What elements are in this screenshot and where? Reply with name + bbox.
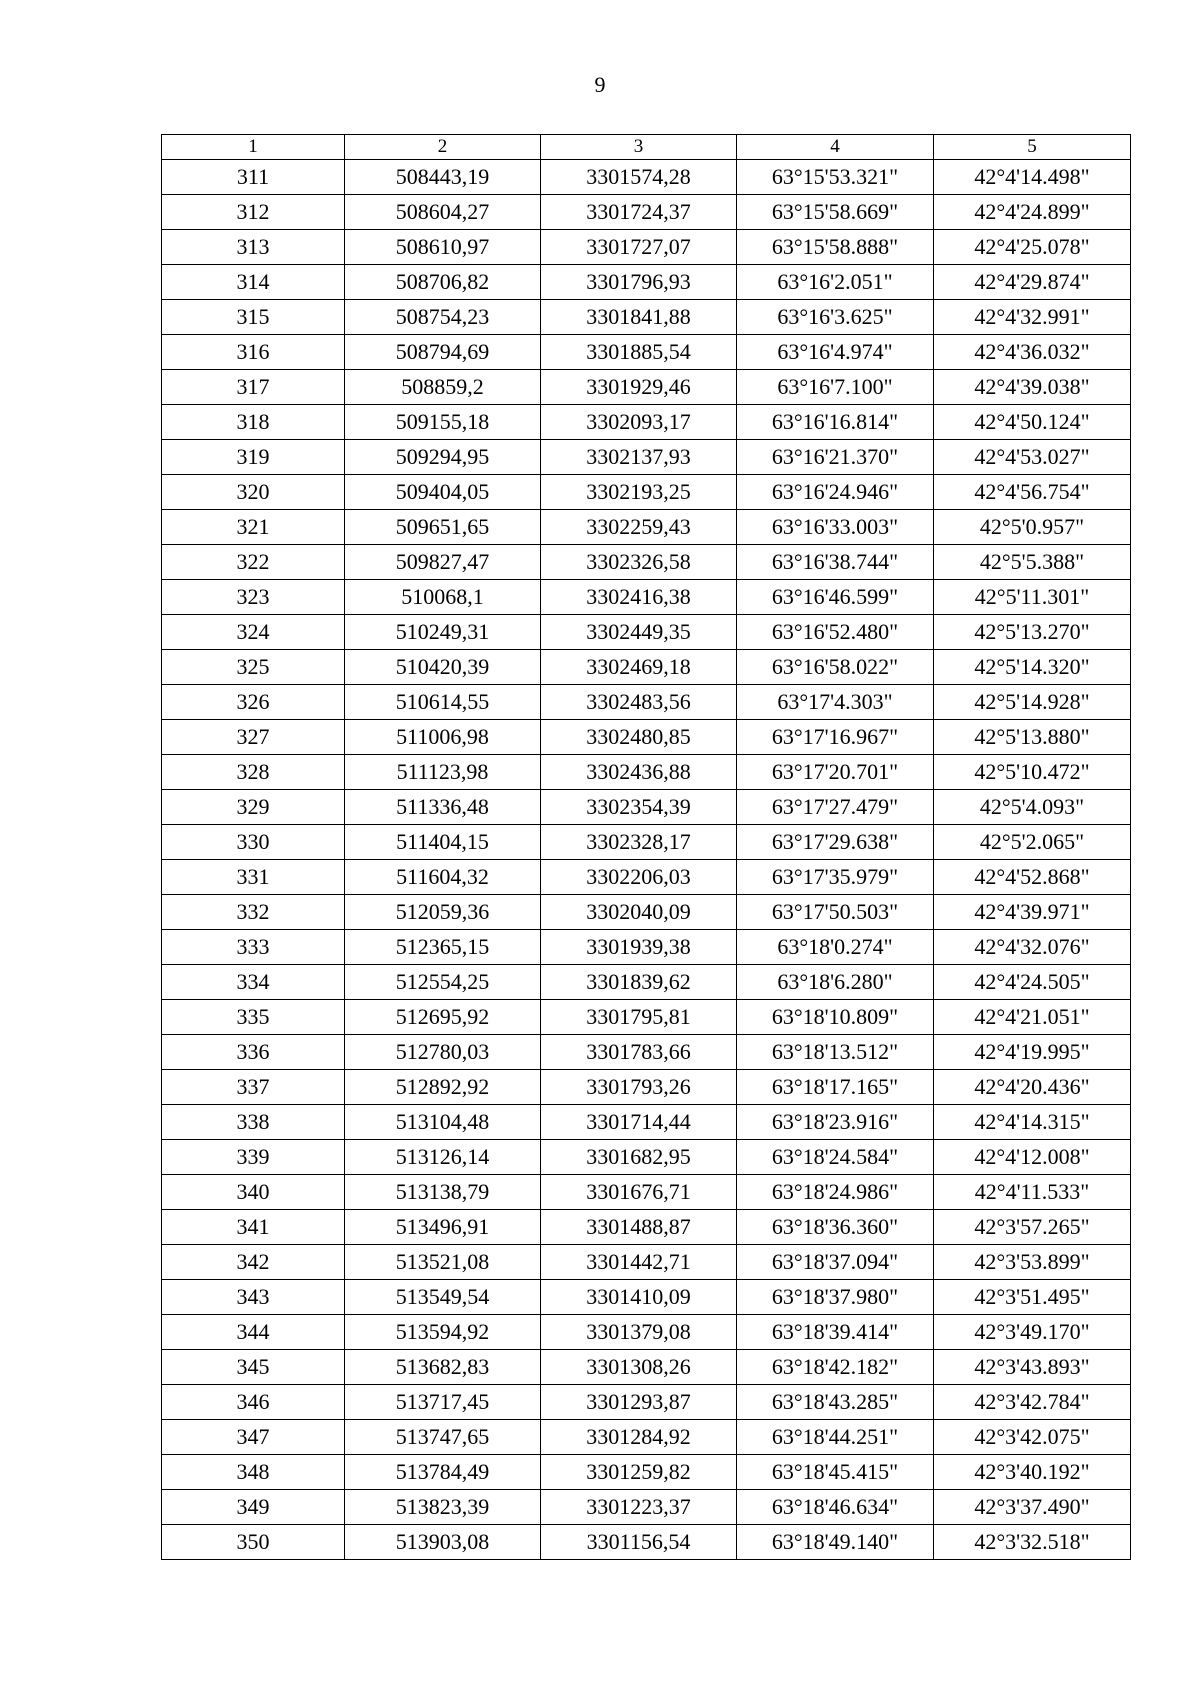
table-row bbox=[162, 160, 1131, 195]
coord-x-cell: 513682,83 bbox=[345, 1350, 541, 1385]
table-row bbox=[162, 1140, 1131, 1175]
coord-y-cell: 3302436,88 bbox=[541, 755, 737, 790]
point-number-cell: 323 bbox=[162, 580, 345, 615]
point-number-cell: 349 bbox=[162, 1490, 345, 1525]
latitude-cell: 42°5'0.957" bbox=[934, 510, 1131, 545]
coord-y-cell: 3302480,85 bbox=[541, 720, 737, 755]
latitude-cell: 42°4'24.899" bbox=[934, 195, 1131, 230]
coord-y-cell: 3301410,09 bbox=[541, 1280, 737, 1315]
column-header-2: 2 bbox=[345, 135, 541, 160]
latitude-cell: 42°3'43.893" bbox=[934, 1350, 1131, 1385]
coordinates-table bbox=[161, 134, 1131, 1560]
point-number-cell: 321 bbox=[162, 510, 345, 545]
latitude-cell: 42°4'20.436" bbox=[934, 1070, 1131, 1105]
table-row bbox=[162, 440, 1131, 475]
coord-y-cell: 3301682,95 bbox=[541, 1140, 737, 1175]
coord-x-cell: 512554,25 bbox=[345, 965, 541, 1000]
coord-x-cell: 509651,65 bbox=[345, 510, 541, 545]
coord-y-cell: 3301156,54 bbox=[541, 1525, 737, 1560]
latitude-cell: 42°4'21.051" bbox=[934, 1000, 1131, 1035]
longitude-cell: 63°16'21.370" bbox=[737, 440, 934, 475]
longitude-cell: 63°18'0.274" bbox=[737, 930, 934, 965]
table-row bbox=[162, 615, 1131, 650]
coord-x-cell: 510068,1 bbox=[345, 580, 541, 615]
longitude-cell: 63°15'58.669" bbox=[737, 195, 934, 230]
longitude-cell: 63°16'58.022" bbox=[737, 650, 934, 685]
table-row bbox=[162, 230, 1131, 265]
coord-y-cell: 3301796,93 bbox=[541, 265, 737, 300]
latitude-cell: 42°5'5.388" bbox=[934, 545, 1131, 580]
point-number-cell: 333 bbox=[162, 930, 345, 965]
latitude-cell: 42°3'42.784" bbox=[934, 1385, 1131, 1420]
coord-x-cell: 513594,92 bbox=[345, 1315, 541, 1350]
page-number: 9 bbox=[594, 72, 606, 97]
latitude-cell: 42°3'40.192" bbox=[934, 1455, 1131, 1490]
coord-x-cell: 511404,15 bbox=[345, 825, 541, 860]
longitude-cell: 63°17'50.503" bbox=[737, 895, 934, 930]
coord-x-cell: 512059,36 bbox=[345, 895, 541, 930]
point-number-cell: 337 bbox=[162, 1070, 345, 1105]
latitude-cell: 42°4'32.076" bbox=[934, 930, 1131, 965]
coord-x-cell: 508754,23 bbox=[345, 300, 541, 335]
longitude-cell: 63°16'38.744" bbox=[737, 545, 934, 580]
coord-x-cell: 508443,19 bbox=[345, 160, 541, 195]
table-row bbox=[162, 195, 1131, 230]
table-row bbox=[162, 370, 1131, 405]
point-number-cell: 317 bbox=[162, 370, 345, 405]
coord-x-cell: 509404,05 bbox=[345, 475, 541, 510]
table-row bbox=[162, 755, 1131, 790]
latitude-cell: 42°4'25.078" bbox=[934, 230, 1131, 265]
coord-x-cell: 511006,98 bbox=[345, 720, 541, 755]
table-row bbox=[162, 1210, 1131, 1245]
table-row bbox=[162, 790, 1131, 825]
longitude-cell: 63°18'6.280" bbox=[737, 965, 934, 1000]
point-number-cell: 331 bbox=[162, 860, 345, 895]
latitude-cell: 42°4'32.991" bbox=[934, 300, 1131, 335]
coord-x-cell: 512780,03 bbox=[345, 1035, 541, 1070]
coord-y-cell: 3302416,38 bbox=[541, 580, 737, 615]
longitude-cell: 63°15'53.321" bbox=[737, 160, 934, 195]
column-header-3: 3 bbox=[541, 135, 737, 160]
point-number-cell: 313 bbox=[162, 230, 345, 265]
table-row bbox=[162, 860, 1131, 895]
table-row bbox=[162, 1385, 1131, 1420]
longitude-cell: 63°18'10.809" bbox=[737, 1000, 934, 1035]
point-number-cell: 328 bbox=[162, 755, 345, 790]
longitude-cell: 63°16'33.003" bbox=[737, 510, 934, 545]
column-header-5: 5 bbox=[934, 135, 1131, 160]
coord-y-cell: 3301223,37 bbox=[541, 1490, 737, 1525]
point-number-cell: 312 bbox=[162, 195, 345, 230]
coord-y-cell: 3301724,37 bbox=[541, 195, 737, 230]
coord-y-cell: 3302193,25 bbox=[541, 475, 737, 510]
latitude-cell: 42°3'37.490" bbox=[934, 1490, 1131, 1525]
latitude-cell: 42°3'53.899" bbox=[934, 1245, 1131, 1280]
point-number-cell: 338 bbox=[162, 1105, 345, 1140]
table-row bbox=[162, 475, 1131, 510]
column-header-4: 4 bbox=[737, 135, 934, 160]
coord-y-cell: 3301939,38 bbox=[541, 930, 737, 965]
point-number-cell: 340 bbox=[162, 1175, 345, 1210]
coord-y-cell: 3301714,44 bbox=[541, 1105, 737, 1140]
table-row bbox=[162, 685, 1131, 720]
coord-y-cell: 3301783,66 bbox=[541, 1035, 737, 1070]
latitude-cell: 42°5'13.880" bbox=[934, 720, 1131, 755]
point-number-cell: 350 bbox=[162, 1525, 345, 1560]
longitude-cell: 63°18'39.414" bbox=[737, 1315, 934, 1350]
longitude-cell: 63°17'27.479" bbox=[737, 790, 934, 825]
table-row bbox=[162, 930, 1131, 965]
coord-x-cell: 511123,98 bbox=[345, 755, 541, 790]
table-row bbox=[162, 545, 1131, 580]
latitude-cell: 42°5'14.320" bbox=[934, 650, 1131, 685]
coord-x-cell: 513104,48 bbox=[345, 1105, 541, 1140]
longitude-cell: 63°15'58.888" bbox=[737, 230, 934, 265]
coord-x-cell: 513138,79 bbox=[345, 1175, 541, 1210]
table-row bbox=[162, 965, 1131, 1000]
coord-x-cell: 509827,47 bbox=[345, 545, 541, 580]
point-number-cell: 344 bbox=[162, 1315, 345, 1350]
longitude-cell: 63°16'24.946" bbox=[737, 475, 934, 510]
coord-x-cell: 513521,08 bbox=[345, 1245, 541, 1280]
longitude-cell: 63°18'42.182" bbox=[737, 1350, 934, 1385]
point-number-cell: 336 bbox=[162, 1035, 345, 1070]
table-row bbox=[162, 1070, 1131, 1105]
coord-y-cell: 3301284,92 bbox=[541, 1420, 737, 1455]
coord-x-cell: 511336,48 bbox=[345, 790, 541, 825]
longitude-cell: 63°16'7.100" bbox=[737, 370, 934, 405]
longitude-cell: 63°18'17.165" bbox=[737, 1070, 934, 1105]
longitude-cell: 63°18'37.094" bbox=[737, 1245, 934, 1280]
coord-x-cell: 513747,65 bbox=[345, 1420, 541, 1455]
longitude-cell: 63°18'43.285" bbox=[737, 1385, 934, 1420]
coord-y-cell: 3302449,35 bbox=[541, 615, 737, 650]
point-number-cell: 314 bbox=[162, 265, 345, 300]
point-number-cell: 346 bbox=[162, 1385, 345, 1420]
coord-y-cell: 3301442,71 bbox=[541, 1245, 737, 1280]
latitude-cell: 42°4'14.315" bbox=[934, 1105, 1131, 1140]
point-number-cell: 322 bbox=[162, 545, 345, 580]
longitude-cell: 63°16'52.480" bbox=[737, 615, 934, 650]
longitude-cell: 63°17'4.303" bbox=[737, 685, 934, 720]
coord-y-cell: 3302206,03 bbox=[541, 860, 737, 895]
table-body bbox=[162, 160, 1131, 1560]
latitude-cell: 42°5'14.928" bbox=[934, 685, 1131, 720]
coord-x-cell: 508706,82 bbox=[345, 265, 541, 300]
point-number-cell: 332 bbox=[162, 895, 345, 930]
coord-x-cell: 512365,15 bbox=[345, 930, 541, 965]
coord-x-cell: 512695,92 bbox=[345, 1000, 541, 1035]
coord-x-cell: 510614,55 bbox=[345, 685, 541, 720]
longitude-cell: 63°18'24.584" bbox=[737, 1140, 934, 1175]
coord-y-cell: 3301929,46 bbox=[541, 370, 737, 405]
coord-x-cell: 510420,39 bbox=[345, 650, 541, 685]
coord-y-cell: 3301379,08 bbox=[541, 1315, 737, 1350]
longitude-cell: 63°18'23.916" bbox=[737, 1105, 934, 1140]
longitude-cell: 63°18'49.140" bbox=[737, 1525, 934, 1560]
coord-y-cell: 3301574,28 bbox=[541, 160, 737, 195]
latitude-cell: 42°4'56.754" bbox=[934, 475, 1131, 510]
coord-x-cell: 513496,91 bbox=[345, 1210, 541, 1245]
coord-y-cell: 3301795,81 bbox=[541, 1000, 737, 1035]
coord-y-cell: 3301841,88 bbox=[541, 300, 737, 335]
table-header bbox=[162, 135, 1131, 160]
table-row bbox=[162, 1175, 1131, 1210]
coord-x-cell: 513126,14 bbox=[345, 1140, 541, 1175]
coord-y-cell: 3302328,17 bbox=[541, 825, 737, 860]
longitude-cell: 63°18'45.415" bbox=[737, 1455, 934, 1490]
point-number-cell: 319 bbox=[162, 440, 345, 475]
coord-y-cell: 3301839,62 bbox=[541, 965, 737, 1000]
latitude-cell: 42°4'24.505" bbox=[934, 965, 1131, 1000]
point-number-cell: 334 bbox=[162, 965, 345, 1000]
coord-y-cell: 3302040,09 bbox=[541, 895, 737, 930]
coord-x-cell: 508604,27 bbox=[345, 195, 541, 230]
table-row bbox=[162, 895, 1131, 930]
point-number-cell: 311 bbox=[162, 160, 345, 195]
latitude-cell: 42°3'32.518" bbox=[934, 1525, 1131, 1560]
table-row bbox=[162, 650, 1131, 685]
point-number-cell: 325 bbox=[162, 650, 345, 685]
coord-x-cell: 508794,69 bbox=[345, 335, 541, 370]
table-row bbox=[162, 1455, 1131, 1490]
latitude-cell: 42°5'10.472" bbox=[934, 755, 1131, 790]
coord-y-cell: 3302326,58 bbox=[541, 545, 737, 580]
latitude-cell: 42°4'14.498" bbox=[934, 160, 1131, 195]
coord-x-cell: 513717,45 bbox=[345, 1385, 541, 1420]
coord-x-cell: 513549,54 bbox=[345, 1280, 541, 1315]
table-row bbox=[162, 1490, 1131, 1525]
table-row bbox=[162, 1035, 1131, 1070]
latitude-cell: 42°4'11.533" bbox=[934, 1175, 1131, 1210]
latitude-cell: 42°3'42.075" bbox=[934, 1420, 1131, 1455]
latitude-cell: 42°3'49.170" bbox=[934, 1315, 1131, 1350]
table-row bbox=[162, 1280, 1131, 1315]
point-number-cell: 342 bbox=[162, 1245, 345, 1280]
point-number-cell: 326 bbox=[162, 685, 345, 720]
latitude-cell: 42°5'13.270" bbox=[934, 615, 1131, 650]
point-number-cell: 345 bbox=[162, 1350, 345, 1385]
table-row bbox=[162, 265, 1131, 300]
latitude-cell: 42°4'50.124" bbox=[934, 405, 1131, 440]
latitude-cell: 42°4'39.038" bbox=[934, 370, 1131, 405]
coord-y-cell: 3301793,26 bbox=[541, 1070, 737, 1105]
coord-x-cell: 512892,92 bbox=[345, 1070, 541, 1105]
latitude-cell: 42°4'52.868" bbox=[934, 860, 1131, 895]
coord-y-cell: 3302483,56 bbox=[541, 685, 737, 720]
longitude-cell: 63°18'44.251" bbox=[737, 1420, 934, 1455]
coord-y-cell: 3301727,07 bbox=[541, 230, 737, 265]
table-row bbox=[162, 580, 1131, 615]
coord-y-cell: 3302093,17 bbox=[541, 405, 737, 440]
coord-y-cell: 3301885,54 bbox=[541, 335, 737, 370]
coord-x-cell: 508610,97 bbox=[345, 230, 541, 265]
point-number-cell: 315 bbox=[162, 300, 345, 335]
latitude-cell: 42°4'29.874" bbox=[934, 265, 1131, 300]
latitude-cell: 42°3'51.495" bbox=[934, 1280, 1131, 1315]
point-number-cell: 316 bbox=[162, 335, 345, 370]
table-row bbox=[162, 335, 1131, 370]
longitude-cell: 63°16'46.599" bbox=[737, 580, 934, 615]
coord-x-cell: 510249,31 bbox=[345, 615, 541, 650]
point-number-cell: 330 bbox=[162, 825, 345, 860]
coord-x-cell: 509155,18 bbox=[345, 405, 541, 440]
coord-x-cell: 513784,49 bbox=[345, 1455, 541, 1490]
longitude-cell: 63°18'24.986" bbox=[737, 1175, 934, 1210]
longitude-cell: 63°18'46.634" bbox=[737, 1490, 934, 1525]
coord-y-cell: 3301293,87 bbox=[541, 1385, 737, 1420]
longitude-cell: 63°17'16.967" bbox=[737, 720, 934, 755]
longitude-cell: 63°18'36.360" bbox=[737, 1210, 934, 1245]
table-row bbox=[162, 1350, 1131, 1385]
coord-y-cell: 3301488,87 bbox=[541, 1210, 737, 1245]
table-row bbox=[162, 300, 1131, 335]
longitude-cell: 63°16'16.814" bbox=[737, 405, 934, 440]
point-number-cell: 343 bbox=[162, 1280, 345, 1315]
coord-y-cell: 3301308,26 bbox=[541, 1350, 737, 1385]
point-number-cell: 327 bbox=[162, 720, 345, 755]
coord-x-cell: 508859,2 bbox=[345, 370, 541, 405]
coord-y-cell: 3301259,82 bbox=[541, 1455, 737, 1490]
table-row bbox=[162, 510, 1131, 545]
point-number-cell: 329 bbox=[162, 790, 345, 825]
point-number-cell: 324 bbox=[162, 615, 345, 650]
table-row bbox=[162, 405, 1131, 440]
point-number-cell: 348 bbox=[162, 1455, 345, 1490]
latitude-cell: 42°3'57.265" bbox=[934, 1210, 1131, 1245]
column-header-1: 1 bbox=[162, 135, 345, 160]
longitude-cell: 63°17'29.638" bbox=[737, 825, 934, 860]
coord-x-cell: 513823,39 bbox=[345, 1490, 541, 1525]
table-row bbox=[162, 825, 1131, 860]
table-row bbox=[162, 1315, 1131, 1350]
table-row bbox=[162, 1420, 1131, 1455]
latitude-cell: 42°5'4.093" bbox=[934, 790, 1131, 825]
coord-y-cell: 3302137,93 bbox=[541, 440, 737, 475]
longitude-cell: 63°16'2.051" bbox=[737, 265, 934, 300]
latitude-cell: 42°5'2.065" bbox=[934, 825, 1131, 860]
longitude-cell: 63°16'4.974" bbox=[737, 335, 934, 370]
coord-y-cell: 3301676,71 bbox=[541, 1175, 737, 1210]
header-row bbox=[162, 135, 1131, 160]
latitude-cell: 42°4'39.971" bbox=[934, 895, 1131, 930]
coord-y-cell: 3302354,39 bbox=[541, 790, 737, 825]
latitude-cell: 42°4'36.032" bbox=[934, 335, 1131, 370]
longitude-cell: 63°18'37.980" bbox=[737, 1280, 934, 1315]
table-row bbox=[162, 1525, 1131, 1560]
table-row bbox=[162, 720, 1131, 755]
longitude-cell: 63°16'3.625" bbox=[737, 300, 934, 335]
coord-x-cell: 511604,32 bbox=[345, 860, 541, 895]
coord-y-cell: 3302259,43 bbox=[541, 510, 737, 545]
latitude-cell: 42°4'12.008" bbox=[934, 1140, 1131, 1175]
table-row bbox=[162, 1245, 1131, 1280]
point-number-cell: 335 bbox=[162, 1000, 345, 1035]
table-row bbox=[162, 1105, 1131, 1140]
point-number-cell: 341 bbox=[162, 1210, 345, 1245]
point-number-cell: 339 bbox=[162, 1140, 345, 1175]
table-row bbox=[162, 1000, 1131, 1035]
coord-x-cell: 509294,95 bbox=[345, 440, 541, 475]
longitude-cell: 63°17'35.979" bbox=[737, 860, 934, 895]
latitude-cell: 42°4'53.027" bbox=[934, 440, 1131, 475]
longitude-cell: 63°18'13.512" bbox=[737, 1035, 934, 1070]
latitude-cell: 42°4'19.995" bbox=[934, 1035, 1131, 1070]
coord-x-cell: 513903,08 bbox=[345, 1525, 541, 1560]
coord-y-cell: 3302469,18 bbox=[541, 650, 737, 685]
longitude-cell: 63°17'20.701" bbox=[737, 755, 934, 790]
point-number-cell: 318 bbox=[162, 405, 345, 440]
point-number-cell: 347 bbox=[162, 1420, 345, 1455]
latitude-cell: 42°5'11.301" bbox=[934, 580, 1131, 615]
point-number-cell: 320 bbox=[162, 475, 345, 510]
